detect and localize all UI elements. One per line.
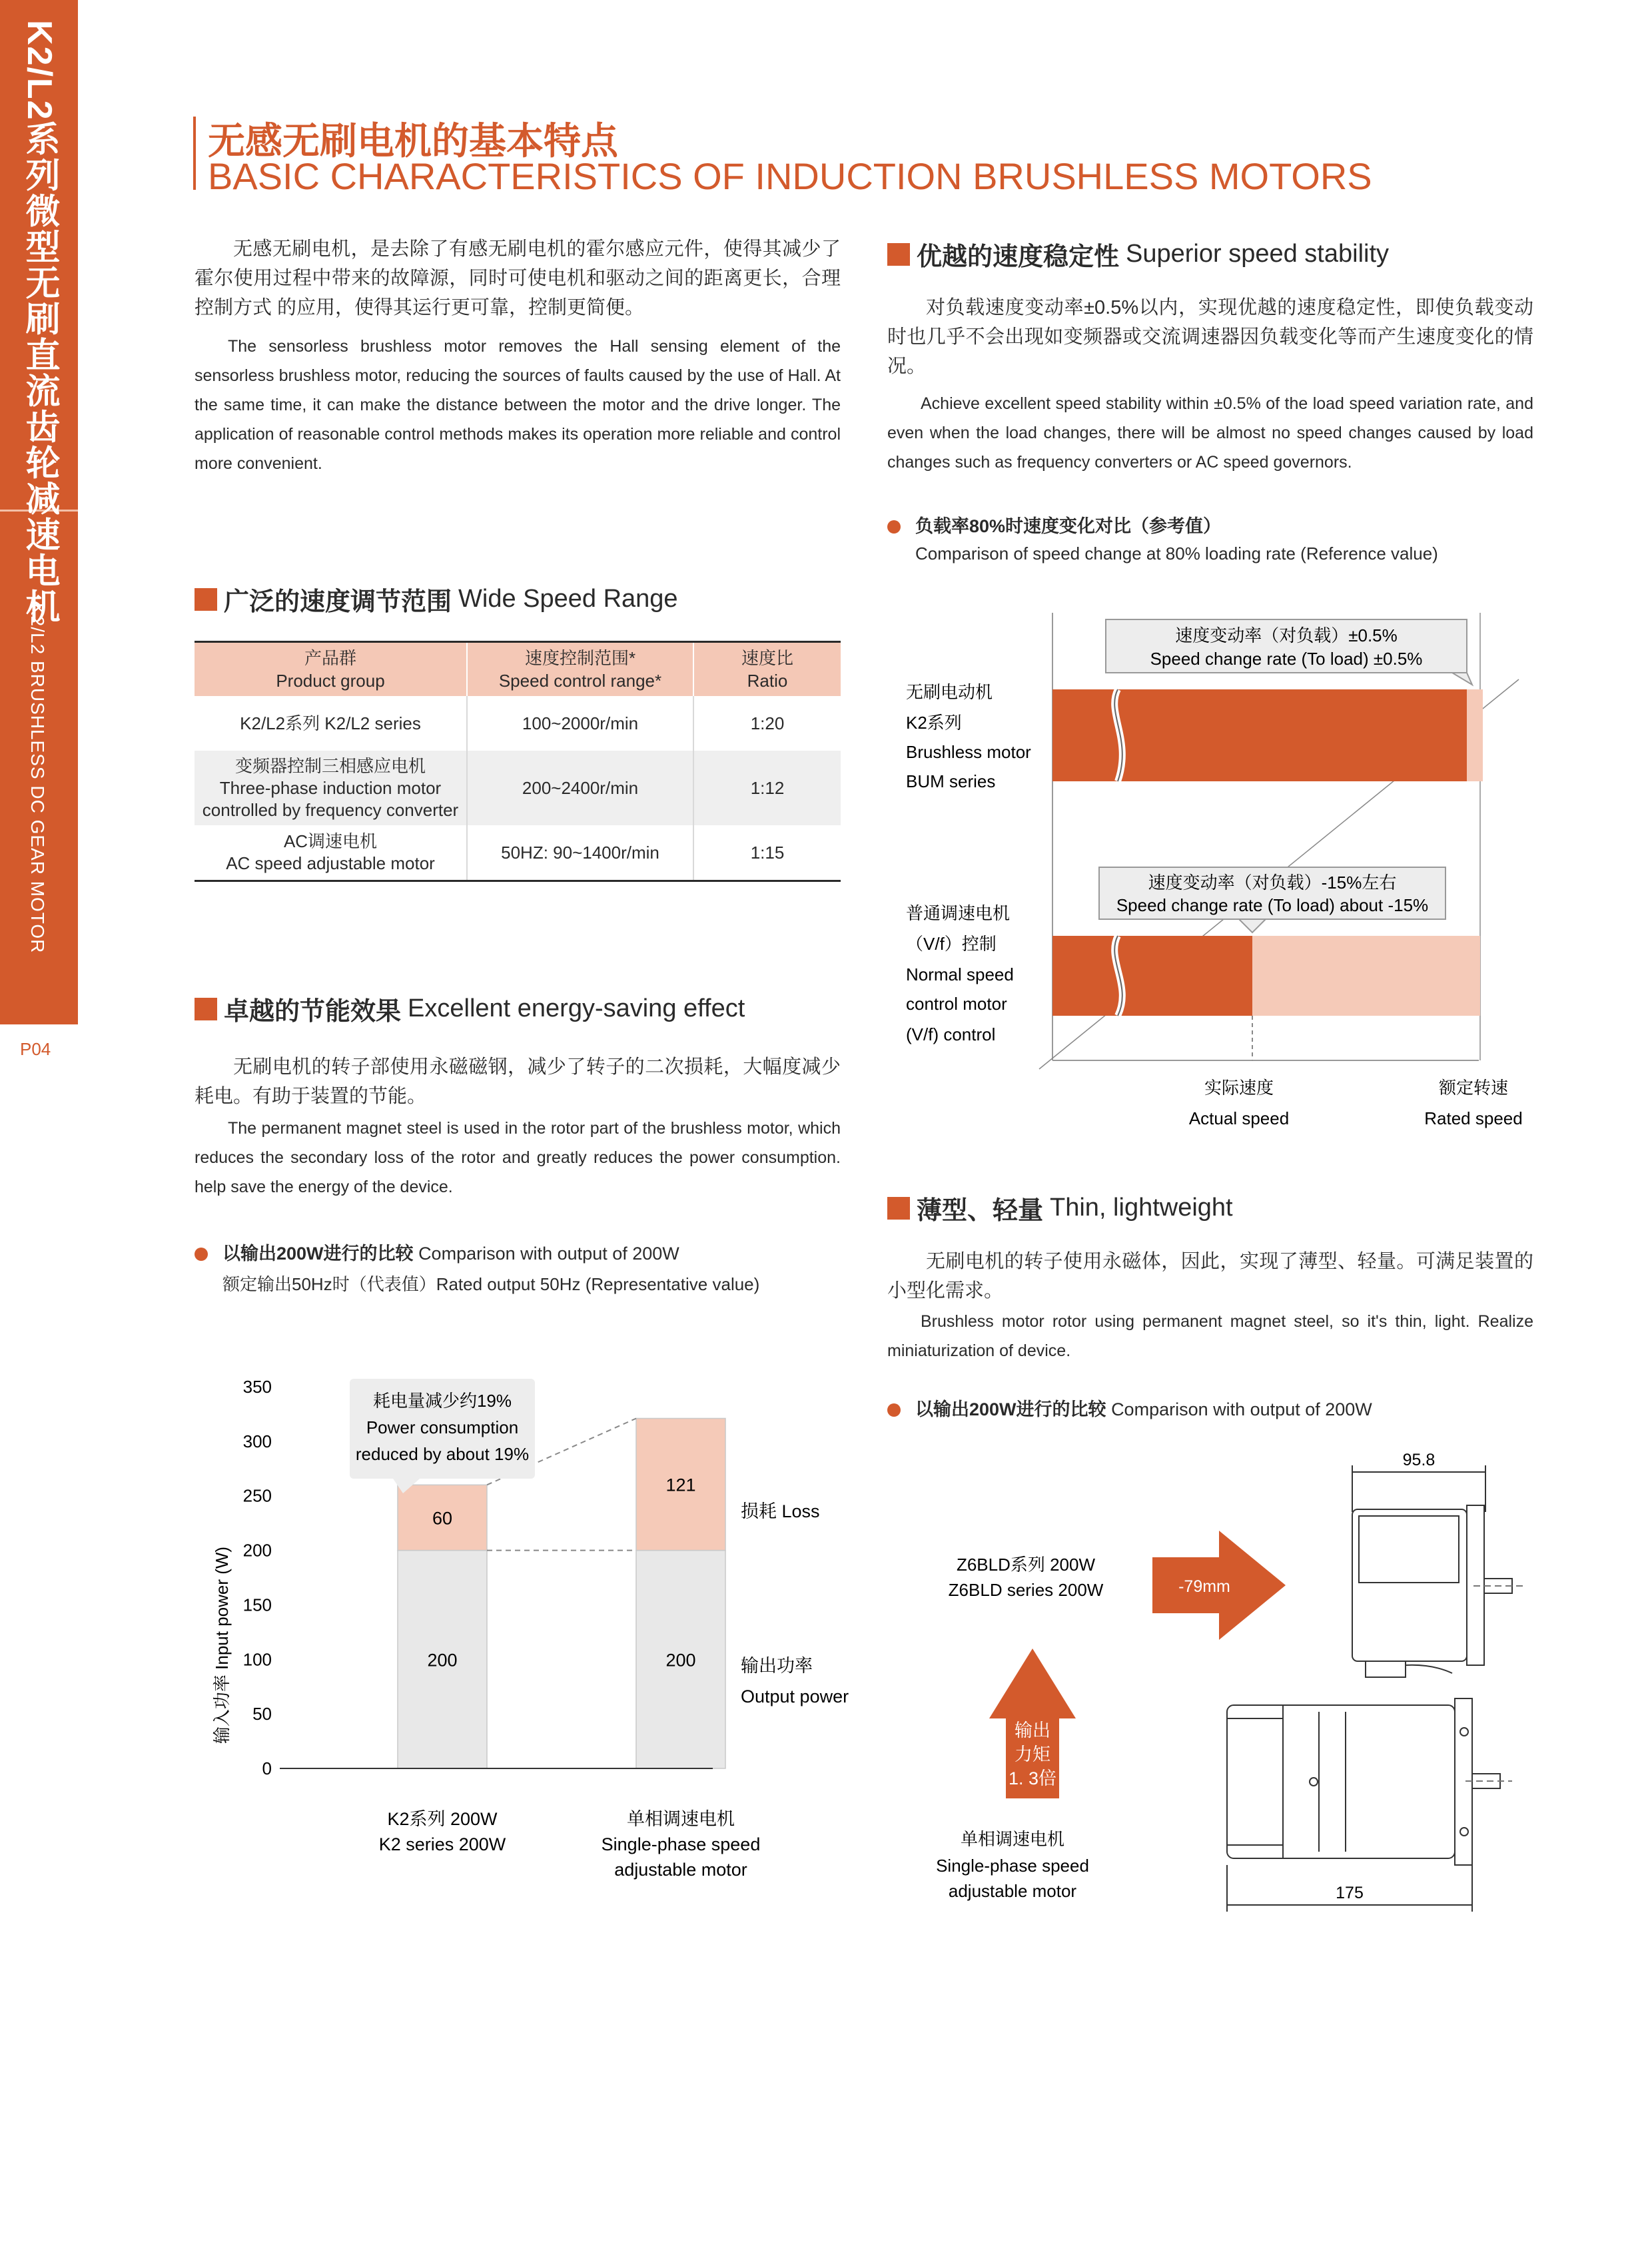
- callout-pointer: [1239, 919, 1266, 933]
- y-tick-label: 200: [242, 1540, 272, 1561]
- motor2-line5: (V/f) control: [906, 1024, 996, 1044]
- category-label-single-en2: adjustable motor: [614, 1860, 747, 1880]
- y-tick-label: 350: [242, 1377, 272, 1397]
- col-header-group: 产品群 Product group: [195, 642, 467, 697]
- section-square-icon: [887, 1197, 910, 1220]
- section-title-cn: 广泛的速度调节范围: [224, 588, 452, 616]
- bullet-dot-icon: [887, 520, 901, 534]
- axis-actual-en: Actual speed: [1188, 1108, 1290, 1128]
- z6-label-en: Z6BLD series 200W: [948, 1580, 1104, 1600]
- chart-callout-en2: reduced by about 19%: [355, 1444, 530, 1464]
- chart-y-label: 输入功率 Input power (W): [212, 1546, 232, 1744]
- torque-line3: 1. 3倍: [1008, 1768, 1057, 1788]
- bullet-en: Comparison with output of 200W: [418, 1244, 679, 1264]
- section-title-cn: 优越的速度稳定性: [917, 243, 1120, 271]
- normal-variation-band: [1252, 936, 1480, 1016]
- section-square-icon: [887, 243, 910, 266]
- category-label-k2-en: K2 series 200W: [378, 1834, 506, 1854]
- thin-cn: 无刷电机的转子使用永磁体，因此，实现了薄型、轻量。可满足装置的小型化需求。: [887, 1251, 1533, 1302]
- size-compare-diagram: [906, 1445, 1559, 1938]
- single-label-en2: adjustable motor: [948, 1881, 1077, 1901]
- cell-range: 100~2000r/min: [467, 696, 693, 751]
- power-chart: [193, 1372, 859, 1898]
- bullet-dot-icon: [887, 1403, 901, 1417]
- cell-group: AC调速电机 AC speed adjustable motor: [195, 825, 467, 881]
- single-label-en1: Single-phase speed: [936, 1856, 1089, 1876]
- y-tick-label: 150: [242, 1595, 272, 1615]
- y-tick-label: 100: [242, 1649, 272, 1670]
- bar-value-label: 60: [432, 1508, 453, 1529]
- torque-line2: 力矩: [1015, 1744, 1050, 1764]
- category-label-single-cn: 单相调速电机: [627, 1809, 735, 1829]
- callout1-cn: 速度变动率（对负载）±0.5%: [1175, 625, 1398, 645]
- legend-output-cn: 输出功率: [741, 1656, 813, 1676]
- cell-ratio: 1:20: [693, 696, 841, 751]
- page-title-cn: 无感无刷电机的基本特点: [208, 120, 618, 162]
- col-header-ratio: 速度比 Ratio: [693, 642, 841, 697]
- section-title-en: Excellent energy-saving effect: [408, 994, 745, 1022]
- legend-output-en: Output power: [741, 1686, 849, 1706]
- energy-en: The permanent magnet steel is used in the rotor part of the brushless motor, which reduces the secondary loss of the rotor and greatly reduces the power consumption. help save the energy of the device.: [195, 1119, 841, 1196]
- bullet-cn: 以输出200W进行的比较: [222, 1244, 414, 1264]
- cell-ratio: 1:12: [693, 751, 841, 825]
- table-row: [195, 696, 841, 751]
- bar-value-label: 200: [427, 1650, 458, 1671]
- motor1-line4: BUM series: [906, 771, 996, 791]
- motor2-line3: Normal speed: [906, 964, 1014, 984]
- energy-bullet: [195, 1239, 679, 1265]
- stability-bullet: [887, 512, 1221, 538]
- section-title-en: Superior speed stability: [1126, 240, 1390, 268]
- chart-callout-en1: Power consumption: [366, 1417, 519, 1437]
- section-title-cn: 卓越的节能效果: [224, 998, 402, 1026]
- callout2-cn: 速度变动率（对负载）-15%左右: [1148, 873, 1397, 893]
- series-title-en: K2/L2 BRUSHLESS DC GEAR MOTOR: [27, 603, 48, 954]
- bar-value-label: 121: [665, 1475, 696, 1495]
- motor2-line2: （V/f）控制: [906, 934, 997, 954]
- normal-speed-bar: [1052, 936, 1252, 1016]
- bullet-dot-icon: [195, 1248, 208, 1261]
- callout-pointer: [1452, 673, 1472, 685]
- thin-en: Brushless motor rotor using permanent magnet steel, so it's thin, light. Realize miniaturization of device.: [887, 1312, 1533, 1360]
- legend-loss: 损耗 Loss: [741, 1501, 820, 1521]
- dim-bottom: 175: [1336, 1884, 1364, 1902]
- series-title-cn: K2/L2系列微型无刷直流齿轮减速电机: [20, 20, 59, 625]
- speed-range-table: [195, 641, 841, 882]
- bullet-cn: 以输出200W进行的比较: [915, 1399, 1106, 1419]
- section-title-cn: 薄型、轻量: [917, 1197, 1044, 1225]
- table-row: [195, 751, 841, 825]
- section-square-icon: [195, 998, 217, 1020]
- stability-cn: 对负载速度变动率±0.5%以内，实现优越的速度稳定性，即使负载变动时也几乎不会出现如变频器或交流调速器因负载变化等而产生速度变化的情况。: [887, 297, 1533, 377]
- bar-value-label: 200: [665, 1650, 696, 1671]
- motor1-line1: 无刷电动机: [906, 682, 993, 702]
- stability-bullet-sub: Comparison of speed change at 80% loading rate (Reference value): [915, 544, 1438, 563]
- y-tick-label: 300: [242, 1431, 272, 1451]
- intro-en: The sensorless brushless motor removes the Hall sensing element of the sensorless brushless motor, reducing the sources of faults caused by the use of Hall. At the same time, it can make the distance between the motor and the drive longer. The application of reasonable control methods makes its operation more reliable and control more convenient.: [195, 337, 841, 473]
- cell-range: 200~2400r/min: [467, 751, 693, 825]
- cell-group: K2/L2系列 K2/L2 series: [195, 696, 467, 751]
- section-thin: [887, 1190, 1233, 1226]
- col-header-range: 速度控制范围* Speed control range*: [467, 642, 693, 697]
- section-wide-speed: [195, 581, 678, 617]
- table-row: [195, 825, 841, 881]
- motor2-line4: control motor: [906, 994, 1007, 1014]
- intro-cn: 无感无刷电机，是去除了有感无刷电机的霍尔感应元件，使得其减少了霍尔使用过程中带来的故障源，同时可使电机和驱动之间的距离更长，合理控制方式 的应用，使得其运行更可靠，控制更简便。: [195, 238, 841, 318]
- section-title-en: Thin, lightweight: [1050, 1194, 1233, 1222]
- thin-bullet: [887, 1395, 1372, 1421]
- motor1-line2: K2系列: [906, 713, 962, 733]
- motor1-line3: Brushless motor: [906, 742, 1031, 762]
- callout2-en: Speed change rate (To load) about -15%: [1116, 895, 1429, 915]
- callout1-en: Speed change rate (To load) ±0.5%: [1150, 649, 1423, 669]
- chart-callout-cn: 耗电量减少约19%: [372, 1391, 512, 1411]
- z6-label-cn: Z6BLD系列 200W: [956, 1555, 1096, 1575]
- cell-range: 50HZ: 90~1400r/min: [467, 825, 693, 881]
- page-title-en: BASIC CHARACTERISTICS OF INDUCTION BRUSHLESS MOTORS: [208, 155, 1372, 197]
- torque-line1: 输出: [1015, 1720, 1050, 1740]
- axis-rated-cn: 额定转速: [1438, 1078, 1509, 1098]
- energy-bullet-sub: 额定输出50Hz时（代表值）Rated output 50Hz (Representative value): [222, 1274, 760, 1294]
- bullet-cn: 负载率80%时速度变化对比（参考值）: [915, 516, 1222, 536]
- section-energy: [195, 990, 745, 1027]
- stability-en: Achieve excellent speed stability within ±0.5% of the load speed variation rate, and even when the load changes, there will be almost no speed changes caused by load changes such as frequency converters or AC speed governors.: [887, 394, 1533, 472]
- table-header-row: [195, 642, 841, 697]
- bullet-en: Comparison with output of 200W: [1111, 1399, 1372, 1419]
- page-number: P04: [20, 1039, 51, 1059]
- section-square-icon: [195, 588, 217, 611]
- section-stability: [887, 236, 1389, 272]
- category-label-single-en1: Single-phase speed: [601, 1834, 761, 1854]
- speed-compare-diagram: [906, 606, 1545, 1139]
- cell-ratio: 1:15: [693, 825, 841, 881]
- title-rule: [193, 117, 196, 190]
- size-reduction-label: -79mm: [1178, 1577, 1230, 1596]
- y-tick-label: 250: [242, 1485, 272, 1506]
- category-label-k2-cn: K2系列 200W: [387, 1809, 498, 1829]
- cell-group: 变频器控制三相感应电机 Three-phase induction motor controlled by frequency converter: [195, 751, 467, 825]
- chart-y-ticks: [243, 1377, 272, 1778]
- section-title-en: Wide Speed Range: [458, 585, 678, 613]
- single-label-cn: 单相调速电机: [960, 1829, 1065, 1849]
- axis-rated-en: Rated speed: [1424, 1108, 1523, 1128]
- axis-actual-cn: 实际速度: [1204, 1078, 1274, 1098]
- brushless-variation-band: [1467, 689, 1483, 781]
- y-tick-label: 50: [252, 1704, 272, 1724]
- z6bld-motor-drawing: [1352, 1465, 1525, 1677]
- motor2-line1: 普通调速电机: [906, 903, 1011, 923]
- single-phase-motor-drawing: [1227, 1698, 1512, 1912]
- y-tick-label: 0: [262, 1758, 272, 1778]
- energy-cn: 无刷电机的转子部使用永磁磁钢，减少了转子的二次损耗，大幅度减少耗电。有助于装置的节能。: [195, 1056, 841, 1107]
- dim-top: 95.8: [1402, 1451, 1436, 1469]
